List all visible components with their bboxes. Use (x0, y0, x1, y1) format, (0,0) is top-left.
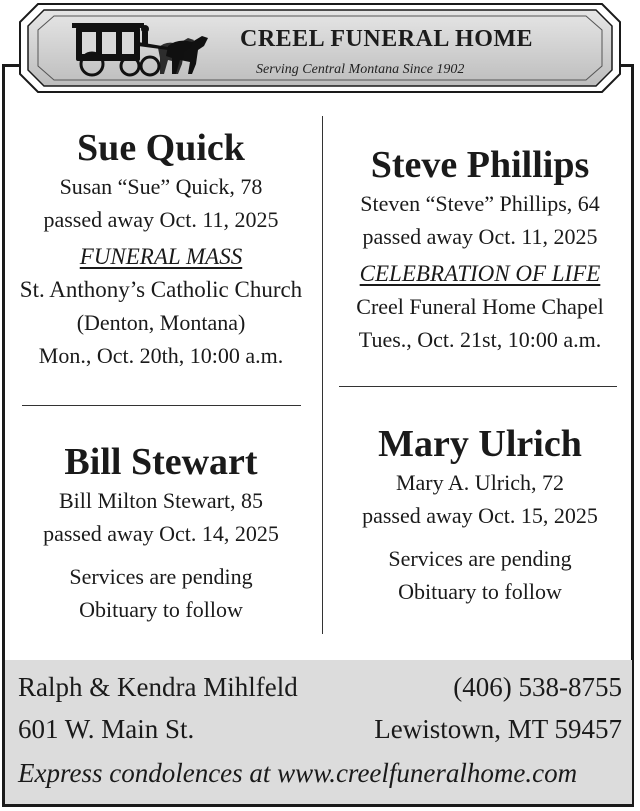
notice-steve-phillips (324, 143, 636, 356)
notice-service-type: FUNERAL MASS (79, 244, 243, 269)
notice-service-line: Creel Funeral Home Chapel (356, 294, 604, 319)
notice-mary-ulrich (324, 422, 636, 608)
notice-service-line: Services are pending (388, 546, 572, 571)
notice-name: Mary Ulrich (378, 423, 582, 465)
notice-sue-quick (2, 126, 320, 372)
notice-full-name: Steven “Steve” Phillips, 64 (360, 191, 600, 216)
header-banner (18, 2, 622, 94)
street-address: 601 W. Main St. (18, 714, 195, 744)
owners-name: Ralph & Kendra Mihlfeld (18, 672, 298, 702)
city-state-zip: Lewistown, MT 59457 (374, 714, 622, 744)
notice-passed-date: passed away Oct. 11, 2025 (362, 224, 598, 249)
condolences-website: Express condolences at www.creelfuneralhome.com (18, 758, 578, 788)
section-divider (339, 386, 617, 387)
notice-service-line: Mon., Oct. 20th, 10:00 a.m. (38, 343, 284, 368)
notice-full-name: Mary A. Ulrich, 72 (395, 470, 565, 495)
notice-passed-date: passed away Oct. 14, 2025 (43, 521, 279, 546)
phone-number: (406) 538-8755 (453, 672, 622, 702)
notice-name: Steve Phillips (370, 144, 590, 186)
notice-service-type: CELEBRATION OF LIFE (359, 261, 601, 286)
notice-service-line: Tues., Oct. 21st, 10:00 a.m. (358, 327, 602, 352)
funeral-home-name: CREEL FUNERAL HOME (240, 26, 534, 52)
contact-footer (5, 660, 632, 804)
notice-full-name: Bill Milton Stewart, 85 (58, 488, 264, 513)
notice-service-line: Obituary to follow (79, 597, 243, 622)
notice-bill-stewart (2, 440, 320, 626)
section-divider (22, 405, 301, 406)
notice-full-name: Susan “Sue” Quick, 78 (59, 174, 263, 199)
notice-name: Bill Stewart (64, 441, 258, 483)
notice-passed-date: passed away Oct. 11, 2025 (43, 207, 279, 232)
notice-service-line: (Denton, Montana) (76, 310, 246, 335)
tagline: Serving Central Montana Since 1902 (256, 62, 465, 77)
notice-passed-date: passed away Oct. 15, 2025 (362, 503, 598, 528)
column-divider (322, 116, 323, 634)
notice-service-line: St. Anthony’s Catholic Church (19, 277, 303, 302)
notice-service-line: Services are pending (69, 564, 253, 589)
notice-name: Sue Quick (77, 127, 245, 169)
notice-service-line: Obituary to follow (398, 579, 562, 604)
